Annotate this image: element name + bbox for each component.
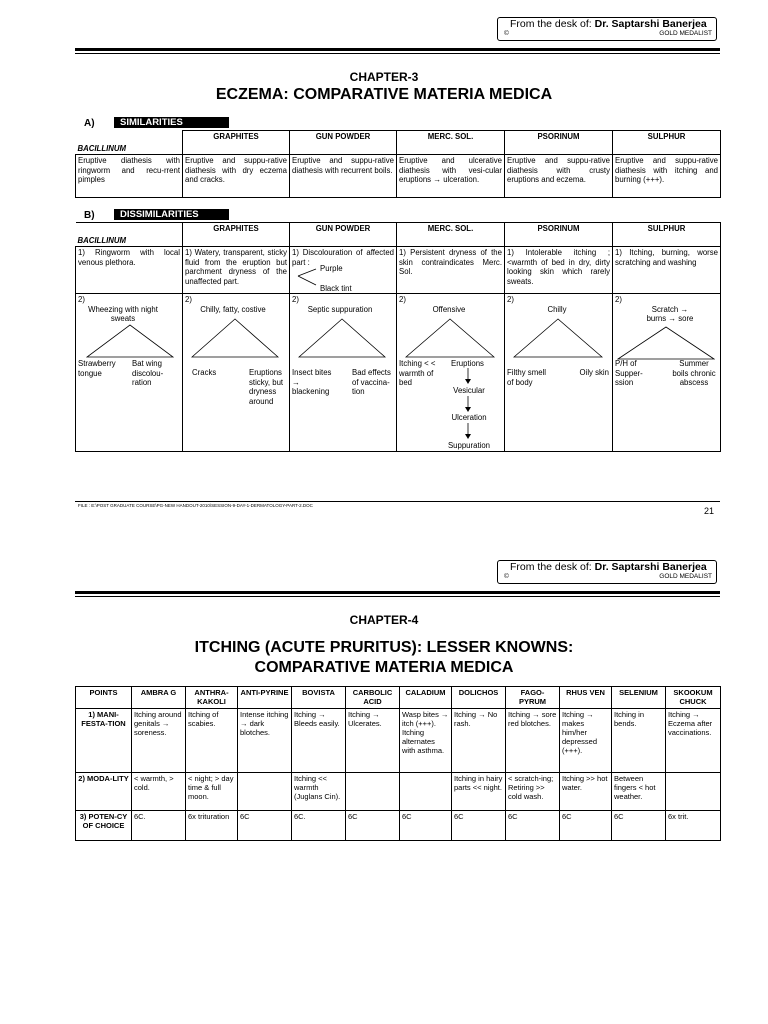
col-header: BOVISTA bbox=[292, 687, 346, 709]
arrow-down-icon bbox=[465, 368, 471, 384]
num-label: 2) bbox=[507, 295, 514, 304]
arrow-down-icon bbox=[465, 396, 471, 412]
table-cell bbox=[666, 773, 721, 811]
col-header: SULPHUR bbox=[613, 131, 721, 155]
triangle-icon bbox=[513, 318, 603, 358]
table-cell: Itching around genitals → soreness. bbox=[132, 709, 186, 773]
table-cell: Eruptive and suppu-rative diathesis with crusty eruptions and eczema. bbox=[505, 155, 613, 198]
chapter-label: CHAPTER-4 bbox=[349, 613, 419, 627]
table-cell: < night; > day time & full moon. bbox=[186, 773, 238, 811]
desk-box bbox=[497, 17, 717, 41]
triangle-icon bbox=[617, 326, 715, 360]
purple-label: Purple bbox=[320, 264, 343, 273]
num-label: 2) bbox=[185, 295, 192, 304]
gold-medalist: GOLD MEDALIST bbox=[659, 30, 712, 37]
black-label: Black tint bbox=[320, 284, 352, 293]
tri-left: Cracks bbox=[192, 368, 217, 377]
table-cell: Wasp bites → itch (+++). Itching alternates with asthma. bbox=[400, 709, 452, 773]
table-cell: 6C bbox=[238, 811, 292, 841]
desk-box bbox=[497, 560, 717, 584]
tri-right: Summer boils chronic abscess bbox=[672, 359, 716, 387]
tri-top: Chilly bbox=[547, 304, 567, 314]
arrow-down-icon bbox=[465, 423, 471, 439]
col-header: SELENIUM bbox=[612, 687, 666, 709]
table-row bbox=[76, 773, 721, 811]
col-header: GRAPHITES bbox=[183, 223, 290, 247]
col-header: PSORINUM bbox=[505, 223, 613, 247]
table-cell: Eruptive diathesis with ringworm and recu-rrent pimples bbox=[76, 155, 183, 198]
table-cell bbox=[400, 773, 452, 811]
table-cell: Between fingers < hot weather. bbox=[612, 773, 666, 811]
table-row bbox=[76, 709, 721, 773]
table-cell bbox=[346, 773, 400, 811]
col-header: MERC. SOL. bbox=[397, 131, 505, 155]
table-cell bbox=[238, 773, 292, 811]
table-cell bbox=[505, 294, 613, 452]
num-label: 2) bbox=[292, 295, 299, 304]
table-cell bbox=[290, 294, 397, 452]
tri-top: Wheezing with night sweats bbox=[88, 304, 158, 323]
tri-top: Scratch → burns → sore bbox=[646, 304, 694, 323]
chain-1: Vesicular bbox=[453, 386, 485, 395]
file-path: FILE : E:\POST GRADUATE COURSE\PG-NEW HANDOUT-2010\SESSION-9-DAY-1-DERMATOLOGY-PART-2.DOC bbox=[78, 503, 313, 508]
chapter-title: ITCHING (ACUTE PRURITUS): LESSER KNOWNS: bbox=[194, 639, 574, 656]
tri-left: Strawberry tongue bbox=[78, 359, 116, 378]
tri-left: Filthy smell of body bbox=[507, 368, 546, 387]
col-header: DOLICHOS bbox=[452, 687, 506, 709]
num-label: 2) bbox=[78, 295, 85, 304]
table-cell: Eruptive and ulcerative diathesis with vesi-cular eruptions → ulceration. bbox=[397, 155, 505, 198]
tri-left: P/H of Supper-ssion bbox=[615, 359, 643, 387]
table-cell: Itching → sore red blotches. bbox=[506, 709, 560, 773]
header-rule bbox=[75, 591, 720, 597]
table-cell: 6C bbox=[506, 811, 560, 841]
col-header: GUN POWDER bbox=[290, 131, 397, 155]
table-cell: Itching → Ulcerates. bbox=[346, 709, 400, 773]
desk-line: From the desk of: Dr. Saptarshi Banerjea bbox=[510, 561, 707, 573]
triangle-icon bbox=[86, 324, 174, 358]
col-header: POINTS bbox=[76, 687, 132, 709]
row-header: 1) MANI-FESTA-TION bbox=[76, 709, 132, 773]
tri-left: Insect bites → blackening bbox=[292, 368, 332, 396]
table-cell: Eruptive and suppu-rative diathesis with dry eczema and cracks. bbox=[183, 155, 290, 198]
col-header: PSORINUM bbox=[505, 131, 613, 155]
row-head: BACILLINUM bbox=[76, 223, 183, 247]
table-cell: 1) Watery, transparent, sticky fluid from the eruption but parchment dryness of the unaffected part. bbox=[183, 247, 290, 294]
num-label: 2) bbox=[615, 295, 622, 304]
section-title: SIMILARITIES bbox=[114, 117, 229, 128]
row-header: 2) MODA-LITY bbox=[76, 773, 132, 811]
chain-2: Ulceration bbox=[451, 413, 487, 422]
col-header: CALADIUM bbox=[400, 687, 452, 709]
row-header: 3) POTEN-CY OF CHOICE bbox=[76, 811, 132, 841]
table-cell: 6C bbox=[612, 811, 666, 841]
table-cell: Itching → No rash. bbox=[452, 709, 506, 773]
tri-right: Bad effects of vaccina-tion bbox=[352, 368, 391, 396]
table-cell bbox=[76, 294, 183, 452]
table-cell: 6C bbox=[452, 811, 506, 841]
col-header: FAGO-PYRUM bbox=[506, 687, 560, 709]
table-cell: Itching in hairy parts << night. bbox=[452, 773, 506, 811]
table-cell bbox=[290, 247, 397, 294]
tri-right: Eruptions bbox=[451, 359, 484, 368]
page-number: 21 bbox=[704, 506, 715, 516]
triangle-icon bbox=[298, 318, 386, 358]
header-rule bbox=[75, 48, 720, 54]
itching-table bbox=[75, 686, 721, 841]
tri-left: Itching < < warmth of bed bbox=[399, 359, 436, 387]
copyright: © bbox=[504, 573, 509, 580]
chapter-title: ECZEMA: COMPARATIVE MATERIA MEDICA bbox=[215, 86, 553, 103]
desk-line: From the desk of: Dr. Saptarshi Banerjea bbox=[510, 18, 707, 30]
copyright: © bbox=[504, 30, 509, 37]
gold-medalist: GOLD MEDALIST bbox=[659, 573, 712, 580]
tri-right: Bat wing discolou-ration bbox=[132, 359, 164, 387]
table-cell: 1) Ringworm with local venous plethora. bbox=[76, 247, 183, 294]
table-cell: 6C bbox=[560, 811, 612, 841]
table-cell: Eruptive and suppu-rative diathesis with itching and burning (+++). bbox=[613, 155, 721, 198]
triangle-icon bbox=[191, 318, 279, 358]
table-cell: 6C bbox=[400, 811, 452, 841]
table-cell: Itching → Bleeds easily. bbox=[292, 709, 346, 773]
triangle-icon bbox=[405, 318, 495, 358]
table-cell: Itching in bends. bbox=[612, 709, 666, 773]
table-cell: Itching of scabies. bbox=[186, 709, 238, 773]
tri-right: Eruptions sticky, but dryness around bbox=[249, 368, 284, 406]
gun-text: 1) Discolouration of affected part : bbox=[292, 248, 394, 267]
tri-right: Oily skin bbox=[579, 368, 609, 377]
tri-top: Septic suppuration bbox=[307, 304, 373, 314]
table-cell: 6C bbox=[346, 811, 400, 841]
table-cell: 6x trituration bbox=[186, 811, 238, 841]
tri-top: Offensive bbox=[432, 304, 466, 314]
table-cell: Itching << warmth (Juglans Cin). bbox=[292, 773, 346, 811]
col-header: ANTHRA-KAKOLI bbox=[186, 687, 238, 709]
table-cell: 1) Intolerable itching ; <warmth of bed in dry, dirty looking skin which rarely sweats. bbox=[505, 247, 613, 294]
section-title: DISSIMILARITIES bbox=[114, 209, 229, 220]
footer-rule bbox=[75, 501, 720, 502]
table-row bbox=[76, 811, 721, 841]
col-header: SKOOKUM CHUCK bbox=[666, 687, 721, 709]
table-cell: 6x trit. bbox=[666, 811, 721, 841]
tri-top: Chilly, fatty, costive bbox=[200, 304, 266, 314]
table-cell: 6C. bbox=[292, 811, 346, 841]
chain-3: Suppuration bbox=[447, 441, 491, 450]
table-cell: < warmth, > cold. bbox=[132, 773, 186, 811]
table-cell: < scratch-ing; Retiring >> cold wash. bbox=[506, 773, 560, 811]
section-letter: A) bbox=[84, 118, 95, 129]
col-header: GRAPHITES bbox=[183, 131, 290, 155]
table-cell bbox=[613, 294, 721, 452]
table-cell: 6C. bbox=[132, 811, 186, 841]
col-header: RHUS VEN bbox=[560, 687, 612, 709]
table-cell: Itching >> hot water. bbox=[560, 773, 612, 811]
num-label: 2) bbox=[399, 295, 406, 304]
col-header: SULPHUR bbox=[613, 223, 721, 247]
chapter-label: CHAPTER-3 bbox=[349, 70, 419, 84]
dissimilarities-table bbox=[75, 222, 721, 452]
col-header: AMBRA G bbox=[132, 687, 186, 709]
branch-icon bbox=[296, 267, 318, 287]
col-header: ANTI-PYRINE bbox=[238, 687, 292, 709]
table-cell: Eruptive and suppu-rative diathesis with recurrent boils. bbox=[290, 155, 397, 198]
chapter-subtitle: COMPARATIVE MATERIA MEDICA bbox=[254, 659, 514, 676]
table-cell: Intense itching → dark blotches. bbox=[238, 709, 292, 773]
similarities-table bbox=[75, 130, 721, 198]
row-head: BACILLINUM bbox=[76, 131, 183, 155]
section-letter: B) bbox=[84, 210, 95, 221]
table-cell: Itching → Eczema after vaccinations. bbox=[666, 709, 721, 773]
table-cell: 1) Persistent dryness of the skin contraindicates Merc. Sol. bbox=[397, 247, 505, 294]
table-cell bbox=[183, 294, 290, 452]
col-header: GUN POWDER bbox=[290, 223, 397, 247]
table-cell: Itching → makes him/her depressed (+++). bbox=[560, 709, 612, 773]
table-cell bbox=[397, 294, 505, 452]
table-cell: 1) Itching, burning, worse scratching and washing bbox=[613, 247, 721, 294]
col-header: MERC. SOL. bbox=[397, 223, 505, 247]
col-header: CARBOLIC ACID bbox=[346, 687, 400, 709]
